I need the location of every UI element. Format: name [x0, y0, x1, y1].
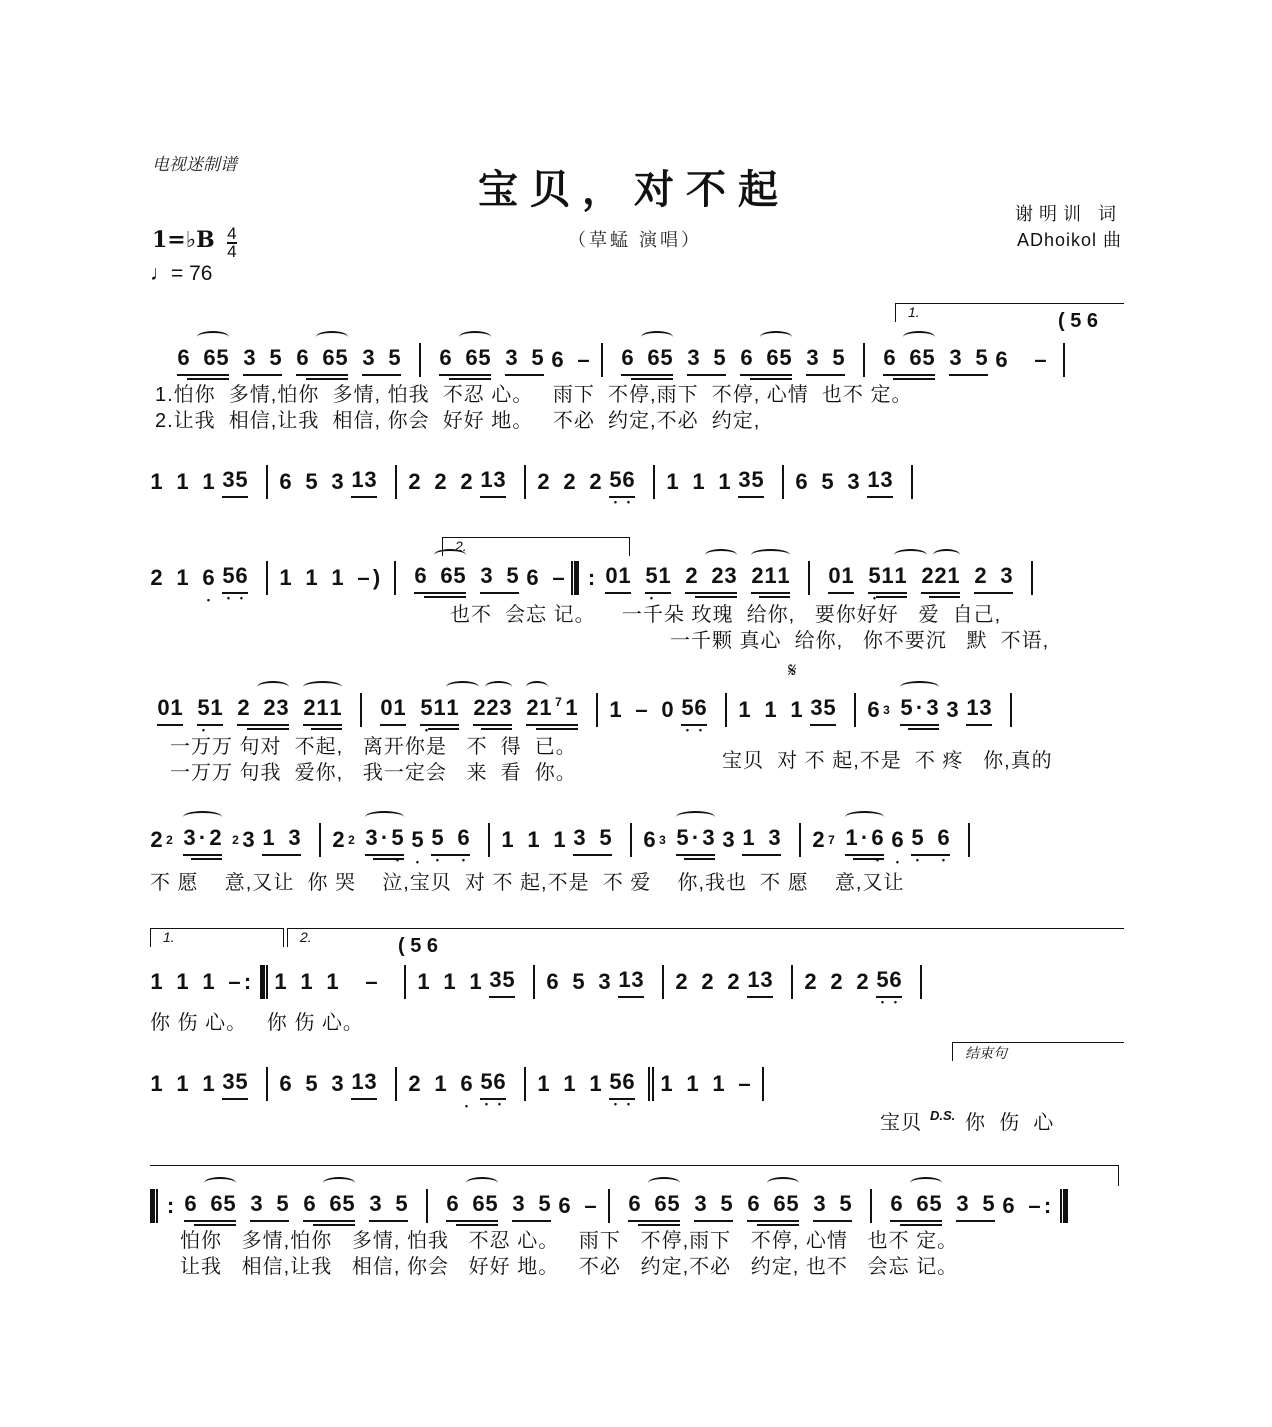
notes-line-1: 6 6 5 3 5 6 6 5 3 5 6 6 5 3 5 6 – 6 6 5 3 5 6 6 5 3 5 6 6 5 3 5 6 –: [170, 340, 1076, 380]
notes-line-2: 1 1 1 3 5 6 5 3 1 3 2 2 2 1 3 2 2 2 5 • 6 • 1 1 1 3 5 6 5 3 1 3: [150, 462, 924, 502]
lyrics-line-4b: 一万万 句我 爱你, 我一定会 来 看 你。: [170, 762, 577, 784]
staff-line-7: [150, 1064, 1125, 1134]
lyricist-credit: 谢明训 词: [1014, 204, 1122, 224]
song-title: 宝贝，对不起: [478, 166, 790, 213]
composer-credit: ADhoikol 曲: [1016, 230, 1122, 250]
lyrics-line-3b: 一千颗 真心 给你, 你不要沉 默 不语,: [670, 630, 1050, 652]
lyrics-line-8a: 怕你 多情,怕你 多情, 怕我 不忍 心。 雨下 不停,雨下 不停, 心情 也不 定。: [180, 1230, 959, 1252]
lyrics-line-6: 你 伤 心。 你 伤 心。: [150, 1012, 364, 1034]
notes-line-4: 0 1 5 • 1 2 2 3 2 1 1 0 1 5 • 1 1 2 2 3 2 1 7 1 1 – 0 5 • 6 • 1 1 1 3 5 6 3 5 · 3 3 1 3: [150, 690, 1023, 730]
performer-subtitle: （草蜢 演唱）: [568, 230, 703, 250]
notes-line-8: : 6 6 5 3 5 6 6 5 3 5 6 6 5 3 5 6 – 6 6 5 3 5 6 6 5 3 5 6 6 5 3 5 6 – :: [150, 1186, 1074, 1226]
tempo-marking: ♩= 76: [150, 262, 213, 285]
coda-bracket: 结束句: [952, 1042, 1124, 1061]
arranger-credit: 电视迷制谱: [152, 155, 237, 174]
volta-2-bracket-b: 2.: [287, 928, 1124, 947]
volta-1-bracket-b: 1.: [150, 928, 284, 947]
staff-line-4: [150, 690, 1125, 784]
ds-marking: D.S.: [930, 1108, 956, 1123]
staff-line-8: [150, 1186, 1125, 1278]
repeat-bracket: [150, 1165, 1119, 1186]
staff-line-1: [150, 340, 1125, 432]
notes-line-3: 2 1 6 • 5 • 6 • 1 1 1 – ) 6 6 5 3 5 6 – : 0 1 5 • 1 2 2 3 2 1 1 0 1 5 • 1 1 2 2 1 2 3: [150, 558, 1044, 598]
time-signature: $\frac{4}{4}$: [227, 224, 237, 261]
key-label: 1=♭B: [152, 227, 215, 254]
lyrics-line-7b: 你 伤 心: [965, 1112, 1055, 1134]
staff-line-6: [150, 962, 1125, 1034]
segno-sign: 𝄋: [788, 660, 797, 682]
key-signature: [152, 226, 237, 260]
staff-line-5: [150, 820, 1125, 894]
volta-1-bracket: 1.: [895, 303, 1124, 322]
lyrics-verse-2: 2.让我 相信,让我 相信, 你会 好好 地。 不必 约定,不必 约定,: [155, 410, 761, 432]
lyrics-line-8b: 让我 相信,让我 相信, 你会 好好 地。 不必 约定,不必 约定, 也不 会忘 记。: [180, 1256, 959, 1278]
pickup-notes: ( 5 6: [1058, 310, 1099, 332]
pickup-notes-b: ( 5 6: [398, 935, 439, 957]
volta-2-bracket: 2.: [442, 537, 630, 556]
lyrics-line-7a: 宝贝: [880, 1112, 922, 1134]
lyrics-line-4-chorus: 宝贝 对 不 起,不是 不 疼 你,真的: [722, 750, 1053, 772]
staff-line-3: [150, 558, 1125, 652]
notes-line-5: 2 2 3 · 2 2 3 1 3 2 2 3 · 5 • 5 • 5 • 6 • 1 1 1 3 5 6 3 5 · 3 3 1 3 2 7 1 · 6 • 6 • 5 • 6 •: [150, 820, 981, 860]
notes-line-6: 1 1 1 – : 1 1 1 – 1 1 1 3 5 6 5 3 1 3 2 2 2 1 3 2 2 2 5 • 6 •: [150, 962, 933, 1002]
lyrics-verse-1: 1.怕你 多情,怕你 多情, 怕我 不忍 心。 雨下 不停,雨下 不停, 心情 也不 定。: [155, 384, 913, 406]
staff-line-2: [150, 462, 1125, 502]
lyrics-line-3a: 也不 会忘 记。 一千朵 玫瑰 给你, 要你好好 爱 自己,: [450, 604, 1002, 626]
lyrics-line-5: 不 愿 意,又让 你 哭 泣,宝贝 对 不 起,不是 不 爱 你,我也 不 愿 意,又让: [150, 872, 905, 894]
notes-line-7: 1 1 1 3 5 6 5 3 1 3 2 1 6 • 5 • 6 • 1 1 1 5 • 6 • 1 1 1 –: [150, 1064, 775, 1104]
lyrics-line-4a: 一万万 句对 不起, 离开你是 不 得 已。: [170, 736, 577, 758]
